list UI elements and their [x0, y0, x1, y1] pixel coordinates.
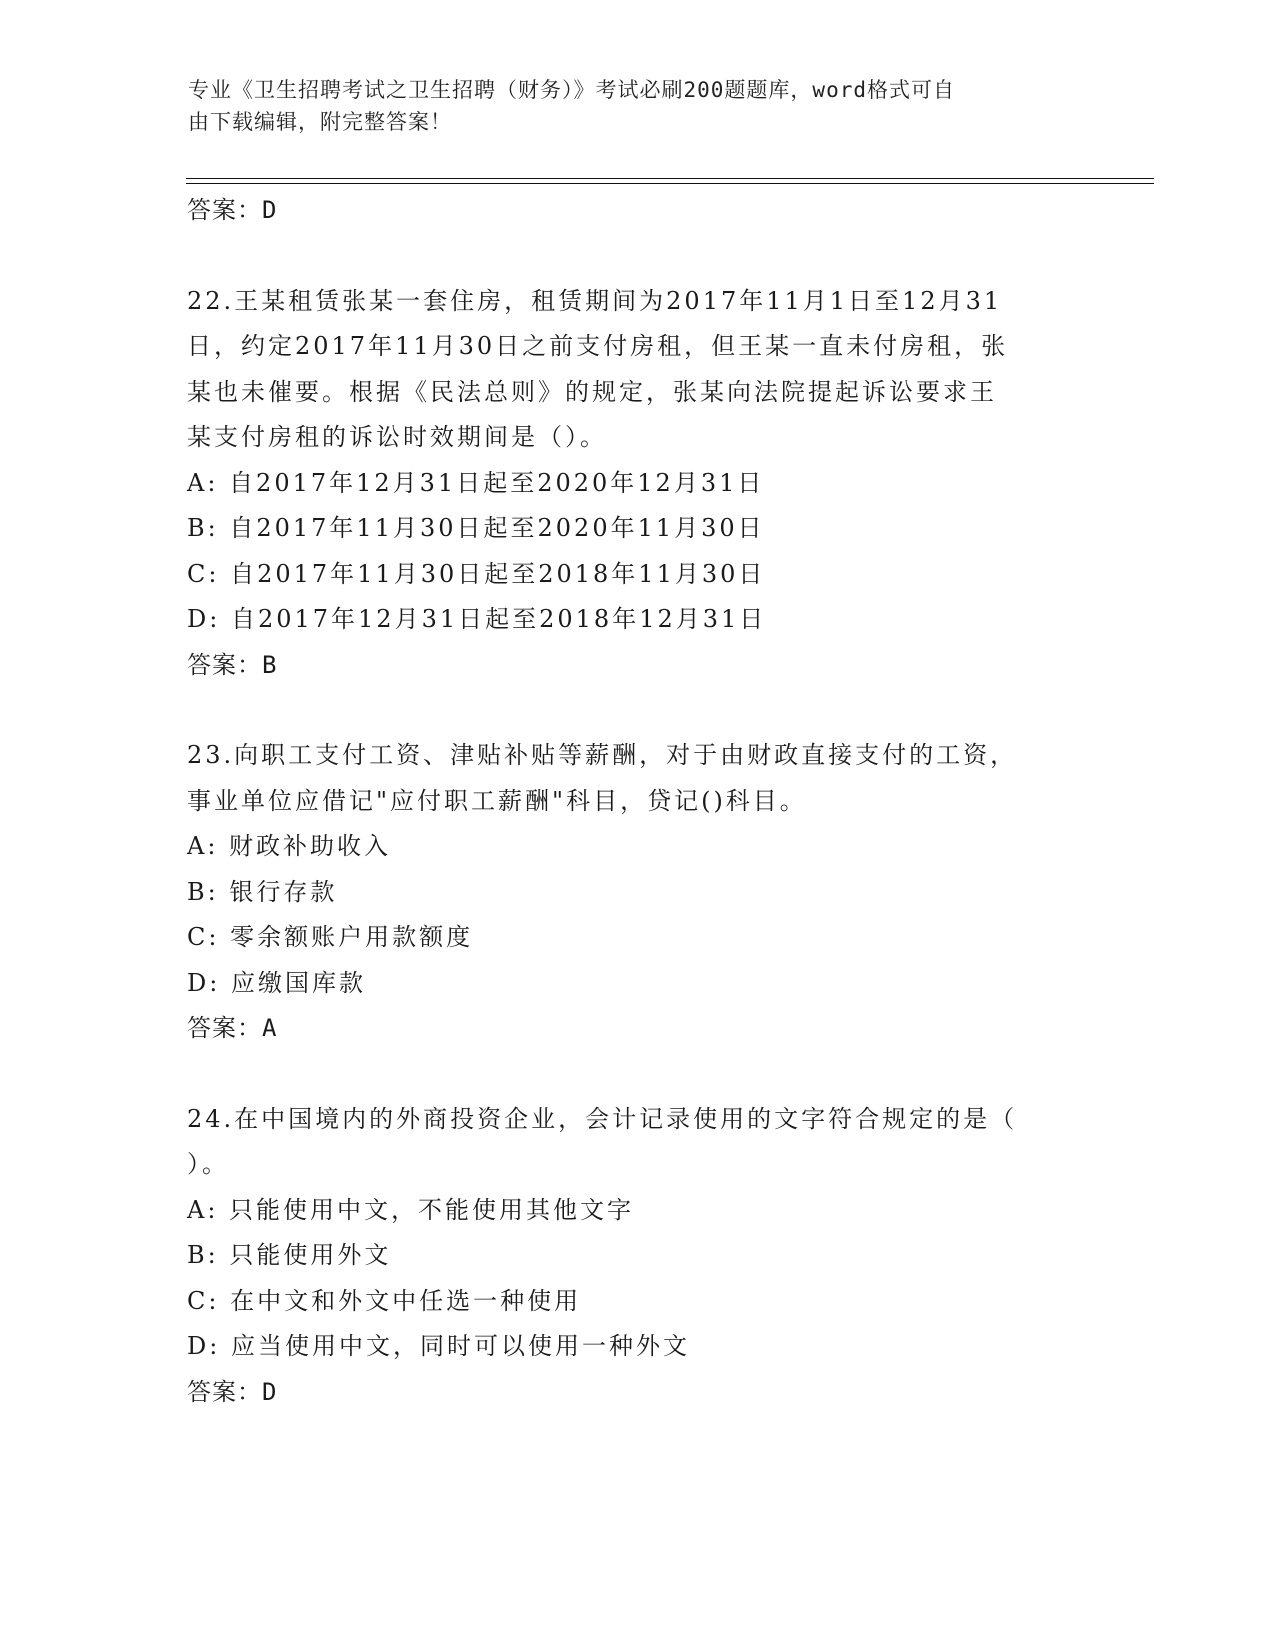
- answer: 答案：D: [187, 1377, 278, 1406]
- question-text-line: 某也未催要。根据《民法总则》的规定，张某向法院提起诉讼要求王: [187, 377, 997, 406]
- header-divider-top: [186, 178, 1154, 179]
- previous-answer: 答案：D: [187, 196, 278, 224]
- question-text-line: 23.向职工支付工资、津贴补贴等薪酬，对于由财政直接支付的工资，: [187, 741, 1018, 769]
- question-text-line: ）。: [187, 1150, 229, 1178]
- spacer: [187, 1052, 1087, 1097]
- question-text-line: 某支付房租的诉讼时效期间是（）。: [187, 423, 607, 451]
- question-23: [187, 733, 1087, 1052]
- option-b: B: 银行存款: [187, 877, 338, 906]
- option-b: B: 只能使用外文: [187, 1241, 392, 1269]
- option-a: A: 自2017年12月31日起至2020年12月31日: [187, 468, 765, 497]
- question-text-line: 事业单位应借记"应付职工薪酬"科目，贷记()科目。: [187, 786, 807, 815]
- option-c: C: 零余额账户用款额度: [187, 923, 474, 951]
- question-text-line: 22.王某租赁张某一套住房，租赁期间为2017年11月1日至12月31: [187, 286, 1003, 315]
- document-body: [187, 188, 1087, 1415]
- option-a: A: 财政补助收入: [187, 832, 392, 860]
- document-header: [188, 74, 1068, 138]
- header-divider-bottom: [186, 183, 1154, 184]
- spacer: [187, 688, 1087, 733]
- option-b: B: 自2017年11月30日起至2020年11月30日: [187, 514, 765, 542]
- spacer: [187, 234, 1087, 279]
- question-24: [187, 1097, 1087, 1416]
- option-c: C: 在中文和外文中任选一种使用: [187, 1286, 582, 1315]
- option-d: D: 应缴国库款: [187, 968, 366, 997]
- question-text-line: 24.在中国境内的外商投资企业，会计记录使用的文字符合规定的是（: [187, 1104, 1018, 1133]
- option-d: D: 自2017年12月31日起至2018年12月31日: [187, 605, 767, 633]
- header-line-1: 专业《卫生招聘考试之卫生招聘（财务）》考试必刷200题题库，word格式可自: [188, 78, 955, 102]
- answer: 答案：A: [187, 1014, 278, 1042]
- header-line-2: 由下载编辑，附完整答案！: [188, 110, 452, 134]
- answer: 答案：B: [187, 650, 278, 679]
- option-d: D: 应当使用中文，同时可以使用一种外文: [187, 1332, 690, 1360]
- option-c: C: 自2017年11月30日起至2018年11月30日: [187, 559, 766, 588]
- question-text-line: 日，约定2017年11月30日之前支付房租，但王某一直未付房租，张: [187, 332, 1009, 360]
- option-a: A: 只能使用中文，不能使用其他文字: [187, 1195, 635, 1224]
- question-22: [187, 279, 1087, 689]
